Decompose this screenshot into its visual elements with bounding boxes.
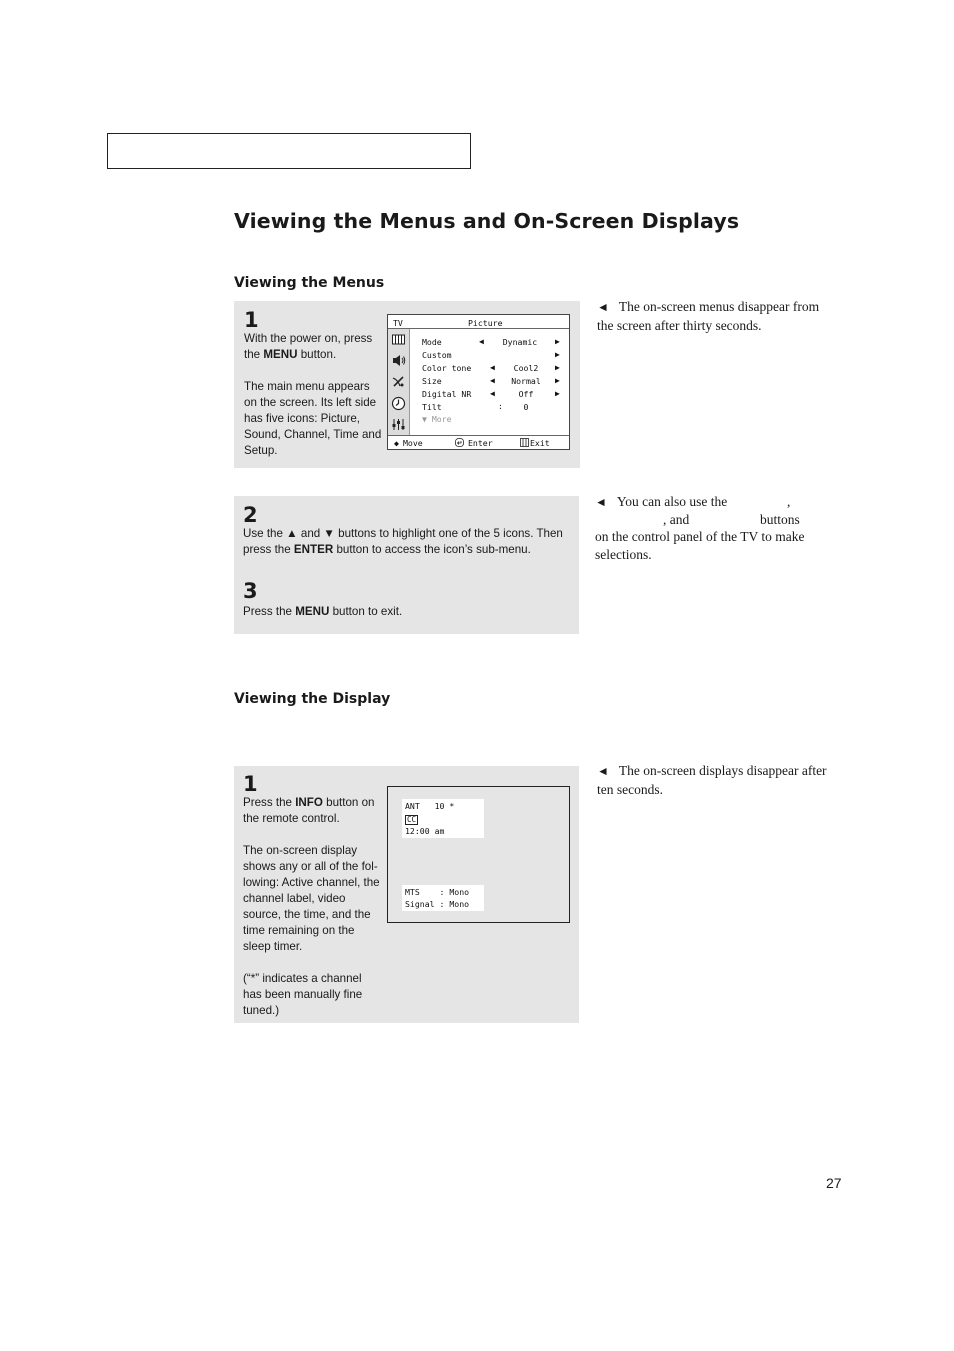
- section-title-menus: Viewing the Menus: [234, 275, 385, 291]
- channel-line: ANT 10 *: [405, 801, 455, 811]
- tv-menu-row-color-tone[interactable]: Color tone ◀ Cool2 ▶: [422, 363, 560, 373]
- note-display-disappear: ◄ The on-screen displays disappear after ten seconds.: [597, 763, 827, 797]
- tv-source-label: TV: [393, 318, 403, 328]
- page-title: Viewing the Menus and On-Screen Displays: [234, 209, 740, 233]
- tv-menu-row-size[interactable]: Size ◀ Normal ▶: [422, 376, 560, 386]
- signal-line: Signal : Mono: [405, 899, 470, 909]
- step-number: 1: [244, 308, 259, 332]
- note-menus-disappear: ◄ The on-screen menus disappear from the screen after thirty seconds.: [597, 299, 820, 333]
- step3-text: Press the MENU button to exit.: [243, 605, 403, 618]
- note-arrow-icon: ◄: [595, 495, 607, 509]
- exit-label: Exit: [530, 438, 550, 448]
- right-arrow-icon: ▶: [555, 337, 560, 346]
- exit-icon: [520, 438, 529, 447]
- move-icon: ◆: [394, 438, 399, 448]
- step2-text: Use the ▲ and ▼ buttons to highlight one of the 5 icons. Then press the ENTER button to access the icon’s sub-menu.: [243, 527, 563, 556]
- tv-menu-row-tilt[interactable]: Tilt : 0: [422, 402, 529, 412]
- header-box: [107, 133, 471, 169]
- left-arrow-icon: ◀: [490, 363, 495, 372]
- cc-badge: CC: [407, 815, 417, 824]
- move-label: Move: [403, 438, 423, 448]
- step2-3-panel: [234, 496, 579, 634]
- step-number: 3: [243, 579, 258, 603]
- tv-menu-screen: [387, 314, 570, 450]
- mts-line: MTS : Mono: [405, 887, 470, 897]
- tv-menu-title: Picture: [468, 318, 503, 328]
- tv-menu-row-custom[interactable]: Custom ▶: [422, 350, 560, 360]
- note-arrow-icon: ◄: [597, 300, 609, 314]
- note-control-panel: ◄ You can also use the , , and buttons on the control panel of the TV to make selections.: [595, 494, 805, 562]
- tv-menu-row-mode[interactable]: Mode ◀ Dynamic ▶: [422, 337, 560, 347]
- left-arrow-icon: ◀: [490, 376, 495, 385]
- step1-text: With the power on, press the MENU button. The main menu appears on the screen. Its left side has five icons: Picture, Sound, Channel, Time and Setup.: [244, 332, 382, 457]
- enter-label: Enter: [468, 438, 493, 448]
- step-number: 2: [243, 503, 258, 527]
- channel-info-box: [402, 799, 484, 838]
- tv-menu-row-digital-nr[interactable]: Digital NR ◀ Off ▶: [422, 389, 560, 399]
- step-number: 1: [243, 772, 258, 796]
- right-arrow-icon: ▶: [555, 389, 560, 398]
- right-arrow-icon: ▶: [555, 350, 560, 359]
- info-display-screen: [387, 786, 570, 923]
- right-arrow-icon: ▶: [555, 363, 560, 372]
- note-arrow-icon: ◄: [597, 764, 609, 778]
- tv-menu-more[interactable]: ▼ More: [422, 414, 452, 424]
- time-line: 12:00 am: [405, 826, 445, 836]
- left-arrow-icon: ◀: [490, 389, 495, 398]
- display-step1-text: Press the INFO button on the remote control. The on-screen display shows any or all of the fol-lowing: Active channel, the channel label, video source, the time, and the time remaining on the sleep timer. (“*” indicates a channel has been manually fine tuned.): [243, 796, 380, 1017]
- audio-info-box: [402, 885, 484, 911]
- right-arrow-icon: ▶: [555, 376, 560, 385]
- section-title-display: Viewing the Display: [234, 691, 391, 707]
- enter-icon: [455, 438, 466, 447]
- page-number: 27: [826, 1175, 842, 1191]
- left-arrow-icon: ◀: [479, 337, 484, 346]
- tv-menu-header: [388, 315, 569, 329]
- tv-menu-footer: [388, 435, 569, 449]
